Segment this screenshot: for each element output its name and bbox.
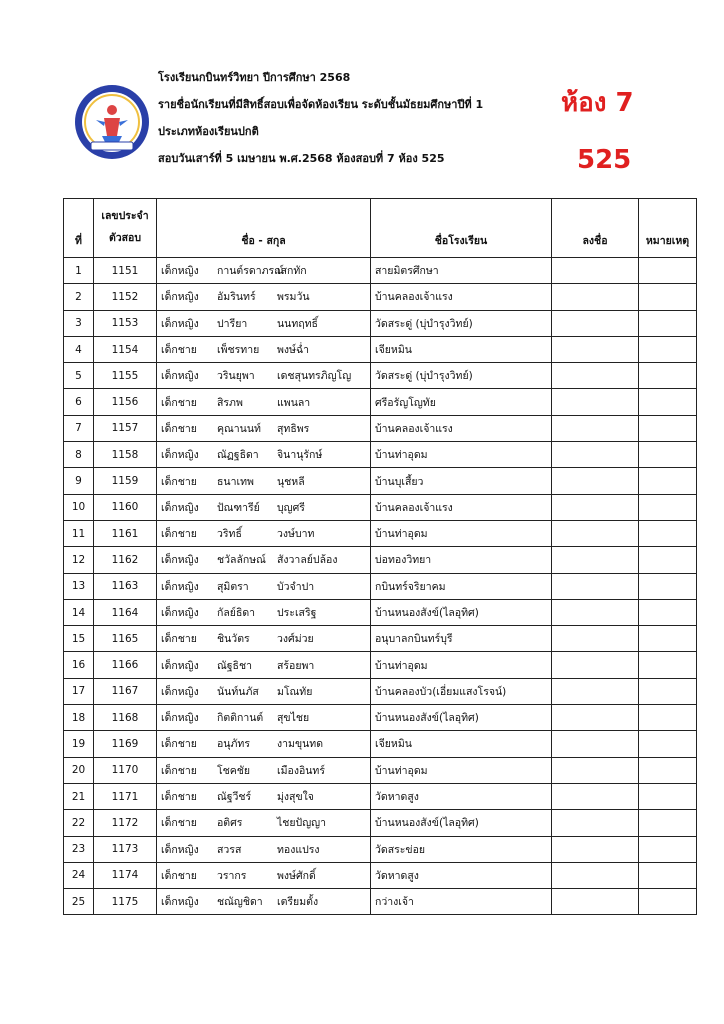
remark-cell: [639, 520, 697, 546]
name-title: เด็กหญิง: [161, 843, 199, 856]
table-row: [64, 284, 697, 310]
exam-code: 1168: [94, 705, 157, 731]
name-title: เด็กหญิง: [161, 449, 199, 462]
remark-cell: [639, 757, 697, 783]
remark-cell: [639, 389, 697, 415]
col-header-signature: ลงชื่อ: [552, 199, 639, 258]
signature-cell: [552, 626, 639, 652]
signature-cell: [552, 494, 639, 520]
school-name: สายมิตรศึกษา: [371, 258, 552, 284]
last-name: เมืองอินทร์: [277, 764, 325, 777]
remark-cell: [639, 678, 697, 704]
exam-code: 1166: [94, 652, 157, 678]
signature-cell: [552, 547, 639, 573]
student-name: [157, 573, 371, 599]
school-name: กบินทร์จริยาคม: [371, 573, 552, 599]
student-name: [157, 442, 371, 468]
signature-cell: [552, 363, 639, 389]
exam-code: 1158: [94, 442, 157, 468]
first-name: กัลย์ธิดา: [217, 607, 256, 619]
name-title: เด็กชาย: [161, 396, 197, 409]
table-row: [64, 836, 697, 862]
last-name: ไชยปัญญา: [277, 817, 327, 830]
remark-cell: [639, 836, 697, 862]
school-name: บ่อทองวิทยา: [371, 547, 552, 573]
first-name: ณัฐวีชร์: [217, 791, 252, 804]
exam-code: 1159: [94, 468, 157, 494]
table-row: [64, 547, 697, 573]
student-name: [157, 284, 371, 310]
row-number: 11: [64, 520, 94, 546]
student-name: [157, 468, 371, 494]
signature-cell: [552, 705, 639, 731]
first-name: ปัณฑารีย์: [217, 501, 260, 514]
row-number: 23: [64, 836, 94, 862]
student-name: [157, 599, 371, 625]
first-name: กานต์รดาภรณ์: [217, 265, 284, 278]
first-name: ณัฐธิชา: [217, 659, 252, 672]
first-name: คุณานนท์: [217, 422, 261, 435]
col-header-code-line2: ตัวสอบ: [108, 232, 142, 244]
exam-code: 1165: [94, 626, 157, 652]
room-label: ห้อง 7: [561, 88, 634, 118]
name-title: เด็กหญิง: [161, 554, 199, 567]
name-title: เด็กหญิง: [161, 370, 199, 383]
name-title: เด็กชาย: [161, 344, 197, 357]
student-name: [157, 415, 371, 441]
school-name: วัดหาดสูง: [371, 783, 552, 809]
name-title: เด็กหญิง: [161, 685, 199, 698]
student-name: [157, 336, 371, 362]
first-name: เพ็ชรทาย: [217, 344, 260, 357]
last-name: เสกทัก: [277, 265, 307, 278]
signature-cell: [552, 862, 639, 888]
student-name: [157, 626, 371, 652]
exam-code: 1164: [94, 599, 157, 625]
remark-cell: [639, 494, 697, 520]
last-name: พงษ์ฉ่ำ: [277, 344, 310, 357]
table-row: [64, 310, 697, 336]
col-header-name: ชื่อ - สกุล: [157, 199, 371, 258]
name-title: เด็กชาย: [161, 528, 197, 541]
first-name: ชวัลลักษณ์: [217, 554, 266, 567]
exam-code: 1175: [94, 889, 157, 915]
col-header-remark: หมายเหตุ: [639, 199, 697, 258]
first-name: กิตติกานต์: [217, 712, 264, 725]
remark-cell: [639, 783, 697, 809]
school-name: บ้านบุเสี้ยว: [371, 468, 552, 494]
row-number: 9: [64, 468, 94, 494]
name-title: เด็กชาย: [161, 869, 197, 882]
signature-cell: [552, 731, 639, 757]
first-name: วรินยุพา: [217, 370, 255, 383]
exam-code: 1167: [94, 678, 157, 704]
exam-code: 1163: [94, 573, 157, 599]
first-name: สุมิตรา: [217, 580, 249, 593]
school-name: บ้านคลองเจ้าแรง: [371, 284, 552, 310]
remark-cell: [639, 652, 697, 678]
student-name: [157, 810, 371, 836]
signature-cell: [552, 468, 639, 494]
row-number: 3: [64, 310, 94, 336]
table-row: [64, 336, 697, 362]
table-row: [64, 573, 697, 599]
last-name: สังวาลย์ปล้อง: [277, 554, 338, 567]
table-row: [64, 415, 697, 441]
school-name: บ้านท่าอุดม: [371, 520, 552, 546]
exam-code: 1172: [94, 810, 157, 836]
student-name: [157, 757, 371, 783]
table-row: [64, 494, 697, 520]
first-name: อติศร: [217, 817, 243, 830]
table-row: [64, 468, 697, 494]
school-name: บ้านหนองสังข์(ไลอุทิศ): [371, 810, 552, 836]
exam-code: 1151: [94, 258, 157, 284]
signature-cell: [552, 599, 639, 625]
row-number: 12: [64, 547, 94, 573]
name-title: เด็กหญิง: [161, 291, 199, 304]
class-type-line: ประเภทห้องเรียนปกติ: [158, 125, 259, 138]
school-name: วัดสระข่อย: [371, 836, 552, 862]
first-name: ณัฏฐธิดา: [217, 449, 259, 462]
name-title: เด็กชาย: [161, 633, 197, 646]
last-name: พงษ์ศักดิ์: [277, 869, 316, 882]
exam-code: 1169: [94, 731, 157, 757]
row-number: 22: [64, 810, 94, 836]
school-name: บ้านหนองสังข์(ไลอุทิศ): [371, 599, 552, 625]
last-name: เตรียมตั้ง: [277, 896, 319, 909]
last-name: วงศ์ม่วย: [277, 633, 314, 646]
remark-cell: [639, 284, 697, 310]
student-name: [157, 836, 371, 862]
row-number: 10: [64, 494, 94, 520]
remark-cell: [639, 705, 697, 731]
student-name: [157, 363, 371, 389]
row-number: 24: [64, 862, 94, 888]
school-name: เจียหมิน: [371, 336, 552, 362]
remark-cell: [639, 626, 697, 652]
student-name: [157, 389, 371, 415]
first-name: นันท์นภัส: [217, 685, 259, 698]
row-number: 20: [64, 757, 94, 783]
last-name: มุ่งสุขใจ: [277, 791, 314, 804]
school-name: อนุบาลกบินทร์บุรี: [371, 626, 552, 652]
document-header: [158, 68, 558, 176]
student-name: [157, 783, 371, 809]
remark-cell: [639, 468, 697, 494]
school-name: บ้านคลองเจ้าแรง: [371, 415, 552, 441]
first-name: วริทธิ์: [217, 528, 242, 541]
last-name: วงษ์บาท: [277, 528, 315, 541]
school-name: บ้านท่าอุดม: [371, 757, 552, 783]
student-name: [157, 494, 371, 520]
last-name: บัวจำปา: [277, 580, 315, 593]
remark-cell: [639, 731, 697, 757]
name-title: เด็กหญิง: [161, 265, 199, 278]
signature-cell: [552, 652, 639, 678]
table-row: [64, 862, 697, 888]
remark-cell: [639, 258, 697, 284]
signature-cell: [552, 836, 639, 862]
name-title: เด็กหญิง: [161, 607, 199, 619]
name-title: เด็กหญิง: [161, 659, 199, 672]
school-year-line: โรงเรียนกบินทร์วิทยา ปีการศึกษา 2568: [158, 71, 351, 84]
last-name: สร้อยพา: [277, 659, 315, 672]
col-header-code-line1: เลขประจำ: [101, 210, 149, 222]
school-name: บ้านท่าอุดม: [371, 652, 552, 678]
name-title: เด็กชาย: [161, 791, 197, 804]
table-row: [64, 626, 697, 652]
row-number: 17: [64, 678, 94, 704]
exam-code: 1152: [94, 284, 157, 310]
col-header-code: [94, 199, 157, 258]
table-header-row: [64, 199, 697, 258]
row-number: 13: [64, 573, 94, 599]
student-name: [157, 678, 371, 704]
signature-cell: [552, 389, 639, 415]
col-header-school: ชื่อโรงเรียน: [371, 199, 552, 258]
signature-cell: [552, 889, 639, 915]
last-name: พรมวัน: [277, 291, 310, 304]
exam-code: 1174: [94, 862, 157, 888]
exam-code: 1156: [94, 389, 157, 415]
first-name: สวรส: [217, 843, 242, 856]
student-name: [157, 705, 371, 731]
last-name: บุญศรี: [277, 501, 305, 514]
student-name: [157, 258, 371, 284]
row-number: 25: [64, 889, 94, 915]
first-name: อัมรินทร์: [217, 291, 256, 304]
exam-code: 1153: [94, 310, 157, 336]
list-title-line: รายชื่อนักเรียนที่มีสิทธิ์สอบเพื่อจัดห้องเรียน ระดับชั้นมัธยมศึกษาปีที่ 1: [158, 98, 484, 111]
first-name: สิรภพ: [217, 396, 243, 409]
name-title: เด็กชาย: [161, 422, 197, 435]
first-name: อนุภัทร: [217, 738, 250, 751]
school-name: บ้านหนองสังข์(ไลอุทิศ): [371, 705, 552, 731]
row-number: 14: [64, 599, 94, 625]
table-row: [64, 389, 697, 415]
room-number: 525: [577, 145, 632, 175]
first-name: วรากร: [217, 869, 247, 882]
first-name: ชณัญชิดา: [217, 896, 263, 909]
name-title: เด็กชาย: [161, 738, 197, 751]
school-name: บ้านคลองบัว(เอี่ยมแสงโรจน์): [371, 678, 552, 704]
signature-cell: [552, 810, 639, 836]
signature-cell: [552, 757, 639, 783]
remark-cell: [639, 573, 697, 599]
signature-cell: [552, 442, 639, 468]
school-name: บ้านคลองเจ้าแรง: [371, 494, 552, 520]
school-seal-icon: [74, 84, 150, 160]
school-name: วัดสระดู่ (บุ่บำรุงวิทย์): [371, 363, 552, 389]
last-name: นุชหลี: [277, 475, 305, 488]
remark-cell: [639, 310, 697, 336]
last-name: นนทฤทธิ์: [277, 317, 318, 330]
remark-cell: [639, 363, 697, 389]
remark-cell: [639, 889, 697, 915]
school-name: กว่างเจ้า: [371, 889, 552, 915]
row-number: 8: [64, 442, 94, 468]
school-name: ศรีอรัญโญทัย: [371, 389, 552, 415]
table-row: [64, 520, 697, 546]
row-number: 6: [64, 389, 94, 415]
exam-code: 1157: [94, 415, 157, 441]
name-title: เด็กชาย: [161, 764, 197, 777]
signature-cell: [552, 310, 639, 336]
last-name: ทองแปรง: [277, 843, 320, 856]
exam-code: 1154: [94, 336, 157, 362]
table-row: [64, 757, 697, 783]
exam-code: 1160: [94, 494, 157, 520]
row-number: 7: [64, 415, 94, 441]
table-row: [64, 652, 697, 678]
student-name: [157, 889, 371, 915]
exam-code: 1173: [94, 836, 157, 862]
signature-cell: [552, 336, 639, 362]
table-row: [64, 599, 697, 625]
name-title: เด็กชาย: [161, 817, 197, 830]
table-row: [64, 705, 697, 731]
signature-cell: [552, 573, 639, 599]
last-name: เดชสุนทรภิญโญ: [277, 370, 352, 383]
first-name: ปารียา: [217, 317, 248, 330]
remark-cell: [639, 547, 697, 573]
first-name: โชคชัย: [217, 764, 251, 777]
row-number: 21: [64, 783, 94, 809]
signature-cell: [552, 415, 639, 441]
last-name: จินานุรักษ์: [277, 449, 323, 462]
name-title: เด็กหญิง: [161, 501, 199, 514]
row-number: 16: [64, 652, 94, 678]
name-title: เด็กหญิง: [161, 317, 199, 330]
row-number: 19: [64, 731, 94, 757]
student-roster-table: [63, 198, 697, 915]
exam-code: 1161: [94, 520, 157, 546]
row-number: 5: [64, 363, 94, 389]
exam-date-line: สอบวันเสาร์ที่ 5 เมษายน พ.ศ.2568 ห้องสอบที่ 7 ห้อง 525: [158, 152, 445, 165]
table-row: [64, 442, 697, 468]
signature-cell: [552, 783, 639, 809]
student-name: [157, 652, 371, 678]
name-title: เด็กหญิง: [161, 712, 199, 725]
table-body: [64, 258, 697, 915]
name-title: เด็กชาย: [161, 475, 197, 488]
exam-code: 1162: [94, 547, 157, 573]
name-title: เด็กหญิง: [161, 896, 199, 909]
remark-cell: [639, 862, 697, 888]
school-name: วัดหาดสูง: [371, 862, 552, 888]
row-number: 2: [64, 284, 94, 310]
student-name: [157, 731, 371, 757]
last-name: แพนลา: [277, 396, 311, 409]
last-name: สุทธิพร: [277, 422, 310, 435]
table-row: [64, 363, 697, 389]
last-name: ประเสริฐ: [277, 607, 317, 619]
student-name: [157, 547, 371, 573]
school-name: เจียหมิน: [371, 731, 552, 757]
row-number: 18: [64, 705, 94, 731]
table-row: [64, 810, 697, 836]
remark-cell: [639, 336, 697, 362]
exam-code: 1171: [94, 783, 157, 809]
row-number: 1: [64, 258, 94, 284]
signature-cell: [552, 678, 639, 704]
remark-cell: [639, 415, 697, 441]
col-header-no: ที่: [64, 199, 94, 258]
school-name: วัดสระดู่ (บุ่บำรุงวิทย์): [371, 310, 552, 336]
last-name: สุขไชย: [277, 712, 310, 725]
student-name: [157, 310, 371, 336]
row-number: 15: [64, 626, 94, 652]
table-row: [64, 783, 697, 809]
signature-cell: [552, 258, 639, 284]
exam-code: 1155: [94, 363, 157, 389]
first-name: ชินวัตร: [217, 633, 250, 646]
remark-cell: [639, 810, 697, 836]
school-name: บ้านท่าอุดม: [371, 442, 552, 468]
exam-code: 1170: [94, 757, 157, 783]
remark-cell: [639, 599, 697, 625]
last-name: งามขุนทด: [277, 738, 324, 751]
table-row: [64, 889, 697, 915]
remark-cell: [639, 442, 697, 468]
table-row: [64, 678, 697, 704]
row-number: 4: [64, 336, 94, 362]
student-name: [157, 862, 371, 888]
table-row: [64, 731, 697, 757]
last-name: มโณทัย: [277, 685, 313, 698]
signature-cell: [552, 520, 639, 546]
student-name: [157, 520, 371, 546]
first-name: ธนาเทพ: [217, 475, 254, 488]
name-title: เด็กหญิง: [161, 580, 199, 593]
table-row: [64, 258, 697, 284]
signature-cell: [552, 284, 639, 310]
